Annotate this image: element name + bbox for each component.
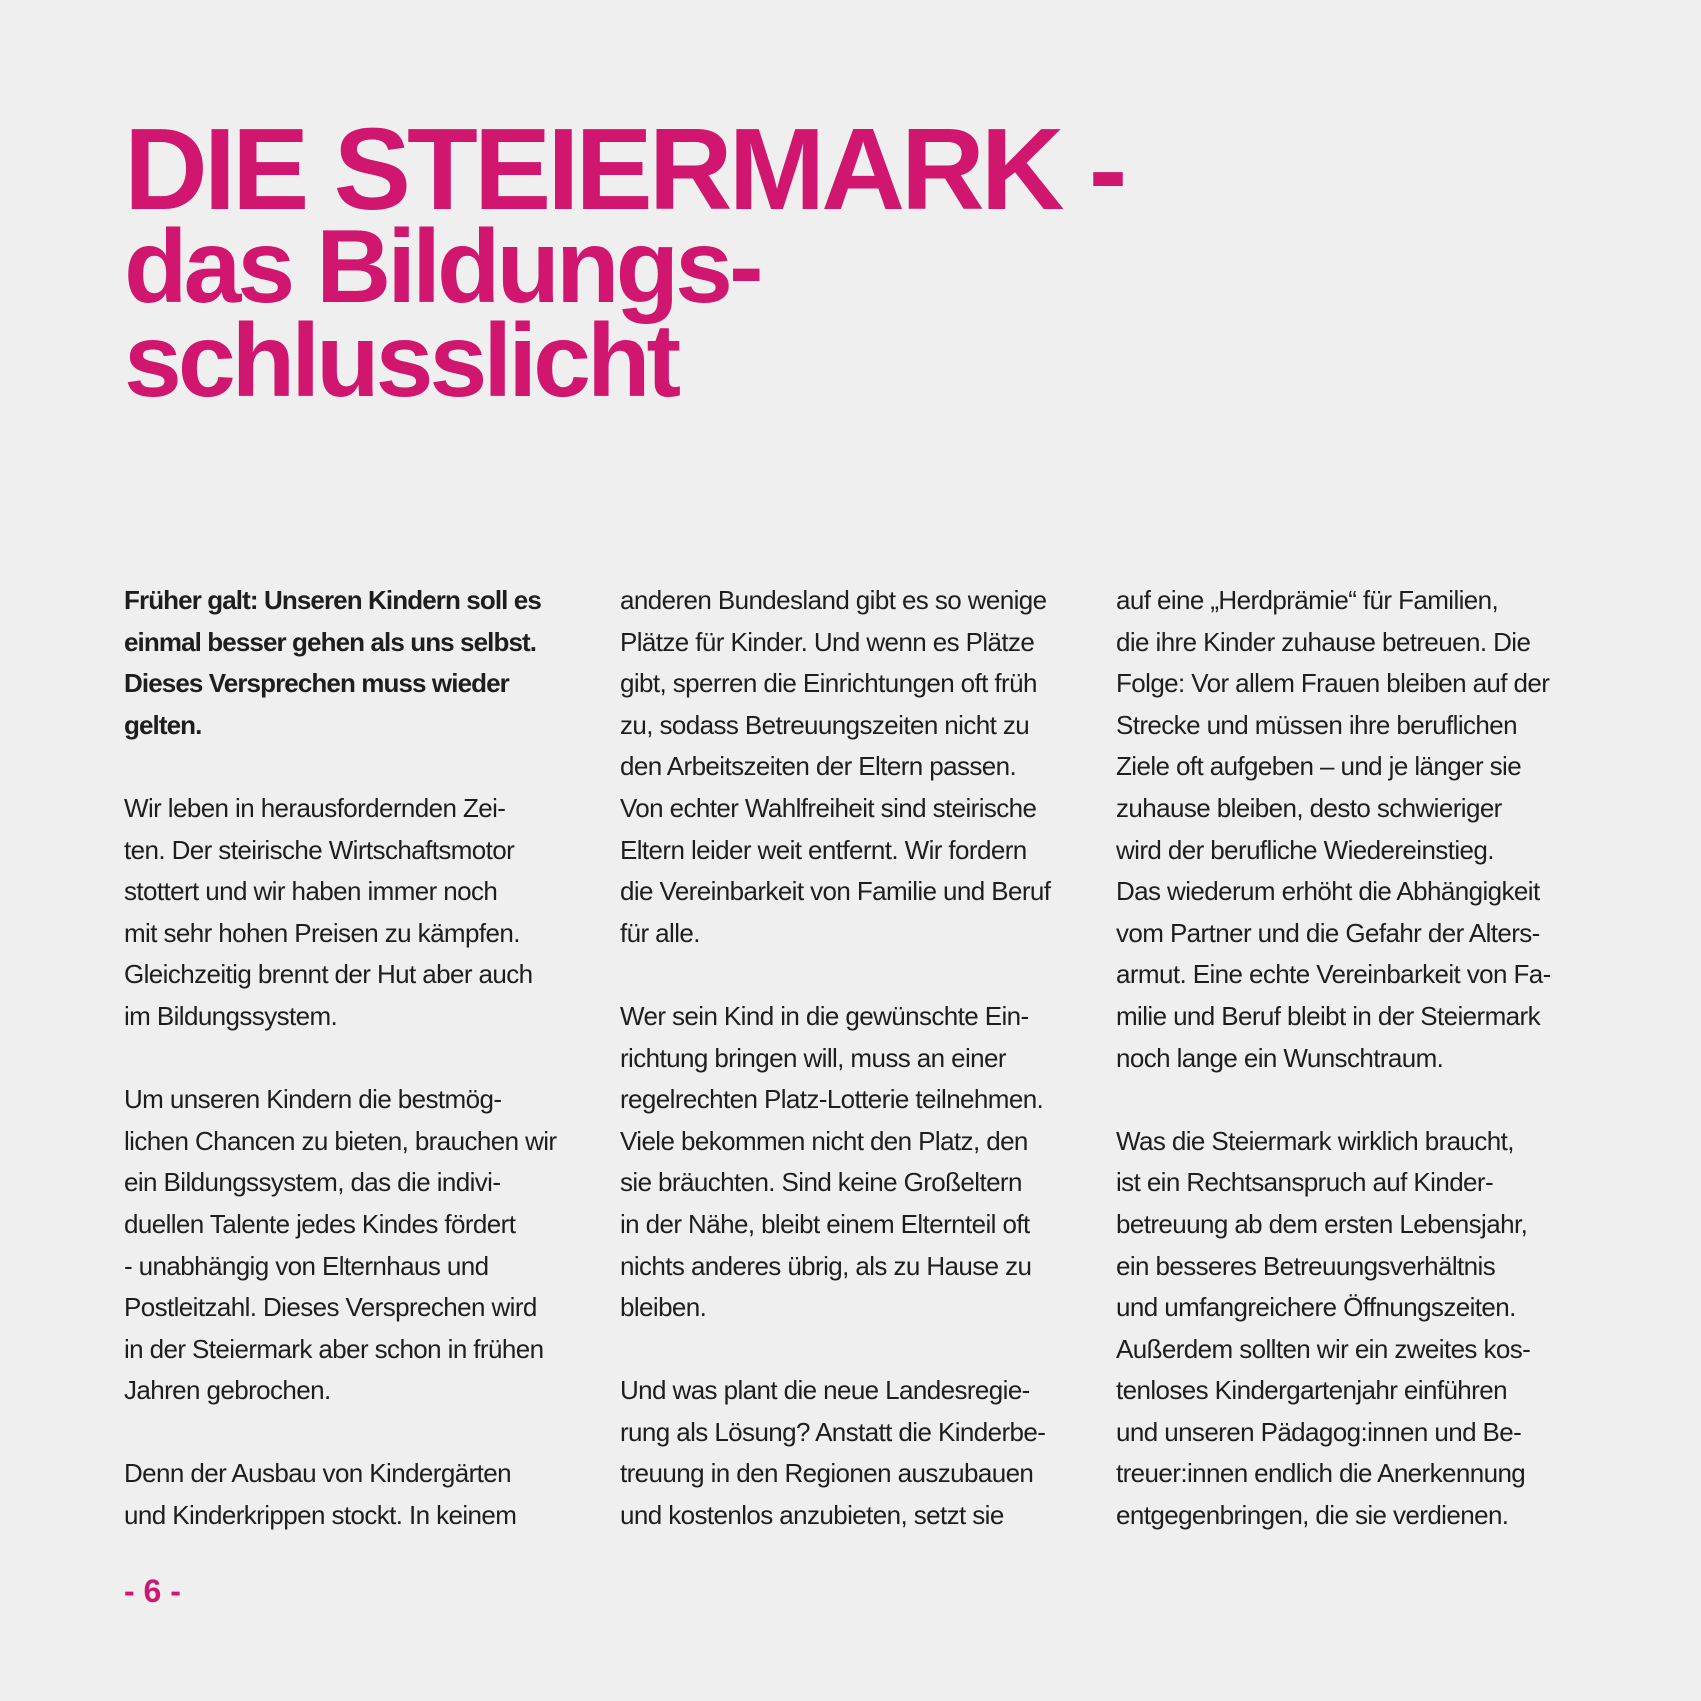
text-line: treuer:innen endlich die Anerkennung	[1116, 1458, 1526, 1489]
text-line: in der Nähe, bleibt einem Elternteil oft	[620, 1208, 1030, 1239]
text-line: einmal besser gehen als uns selbst.	[124, 626, 537, 657]
page-number: - 6 -	[124, 1573, 181, 1609]
text-line: zuhause bleiben, desto schwieriger	[1116, 792, 1502, 823]
body-paragraph	[124, 1079, 594, 1412]
article-body	[124, 580, 1584, 1540]
text-line: im Bildungssystem.	[124, 1000, 338, 1031]
text-line: lichen Chancen zu bieten, brauchen wir	[124, 1125, 557, 1156]
text-line: noch lange ein Wunschtraum.	[1116, 1042, 1444, 1073]
body-paragraph	[620, 1370, 1090, 1536]
text-line: die Vereinbarkeit von Familie und Beruf	[620, 876, 1051, 907]
text-line: Früher galt: Unseren Kindern soll es	[124, 585, 541, 615]
text-line: tenloses Kindergartenjahr einführen	[1116, 1375, 1507, 1406]
body-paragraph	[124, 788, 594, 1038]
text-line: Außerdem sollten wir ein zweites kos-	[1116, 1333, 1531, 1364]
text-column-3	[1116, 580, 1586, 1537]
text-line: ten. Der steirische Wirtschaftsmotor	[124, 834, 515, 865]
headline-line-3: schlusslicht	[124, 303, 678, 419]
text-line: ein Bildungssystem, das die indivi-	[124, 1167, 501, 1198]
text-line: duellen Talente jedes Kindes fördert	[124, 1208, 516, 1239]
text-line: gelten.	[124, 709, 202, 740]
text-line: vom Partner und die Gefahr der Alters-	[1116, 917, 1540, 948]
text-line: anderen Bundesland gibt es so wenige	[620, 585, 1047, 615]
text-column-1	[124, 580, 594, 1537]
text-line: gibt, sperren die Einrichtungen oft früh	[620, 668, 1037, 699]
text-line: und umfangreichere Öffnungszeiten.	[1116, 1292, 1516, 1323]
text-line: Ziele oft aufgeben – und je länger sie	[1116, 751, 1522, 782]
text-line: wird der berufliche Wiedereinstieg.	[1116, 834, 1494, 865]
text-line: ein besseres Betreuungsverhältnis	[1116, 1250, 1496, 1281]
text-line: richtung bringen will, muss an einer	[620, 1042, 1006, 1073]
text-column-2	[620, 580, 1090, 1537]
body-paragraph	[620, 580, 1090, 954]
text-line: mit sehr hohen Preisen zu kämpfen.	[124, 917, 520, 948]
text-line: Das wiederum erhöht die Abhängigkeit	[1116, 876, 1540, 907]
text-line: betreuung ab dem ersten Lebensjahr,	[1116, 1208, 1528, 1239]
text-line: Was die Steiermark wirklich braucht,	[1116, 1125, 1514, 1156]
body-paragraph	[620, 996, 1090, 1329]
body-paragraph	[1116, 580, 1586, 1079]
text-line: bleiben.	[620, 1292, 707, 1323]
text-line: nichts anderes übrig, als zu Hause zu	[620, 1250, 1032, 1281]
text-line: Postleitzahl. Dieses Versprechen wird	[124, 1292, 537, 1323]
text-line: milie und Beruf bleibt in der Steiermark	[1116, 1000, 1540, 1031]
text-line: stottert und wir haben immer noch	[124, 876, 498, 907]
text-line: Um unseren Kindern die bestmög-	[124, 1084, 502, 1115]
text-line: auf eine „Herdprämie“ für Familien,	[1116, 585, 1499, 615]
text-line: Von echter Wahlfreiheit sind steirische	[620, 792, 1037, 823]
text-line: Plätze für Kinder. Und wenn es Plätze	[620, 626, 1035, 657]
text-line: Denn der Ausbau von Kindergärten	[124, 1458, 511, 1489]
text-line: Wir leben in herausfordernden Zei-	[124, 792, 506, 823]
page-headline	[124, 104, 1124, 419]
body-paragraph	[124, 1453, 594, 1536]
text-line: rung als Lösung? Anstatt die Kinderbe-	[620, 1416, 1046, 1447]
text-line: entgegenbringen, die sie verdienen.	[1116, 1500, 1509, 1531]
text-line: für alle.	[620, 917, 700, 948]
text-line: in der Steiermark aber schon in frühen	[124, 1333, 544, 1364]
text-line: die ihre Kinder zuhause betreuen. Die	[1116, 626, 1531, 657]
body-paragraph	[1116, 1121, 1586, 1537]
headline-line-2: das Bildungs-	[124, 209, 760, 325]
text-line: Gleichzeitig brennt der Hut aber auch	[124, 959, 533, 990]
text-line: - unabhängig von Elternhaus und	[124, 1250, 489, 1281]
text-line: armut. Eine echte Vereinbarkeit von Fa-	[1116, 959, 1551, 990]
text-line: Viele bekommen nicht den Platz, den	[620, 1125, 1028, 1156]
text-line: Und was plant die neue Landesregie-	[620, 1375, 1030, 1406]
text-line: Folge: Vor allem Frauen bleiben auf der	[1116, 668, 1550, 699]
text-line: und kostenlos anzubieten, setzt sie	[620, 1500, 1004, 1531]
text-line: zu, sodass Betreuungszeiten nicht zu	[620, 709, 1030, 740]
text-line: Dieses Versprechen muss wieder	[124, 668, 509, 699]
text-line: und Kinderkrippen stockt. In keinem	[124, 1500, 517, 1531]
intro-paragraph	[124, 580, 594, 746]
text-line: Jahren gebrochen.	[124, 1375, 331, 1406]
text-line: Eltern leider weit entfernt. Wir fordern	[620, 834, 1027, 865]
headline-line-1: DIE STEIERMARK -	[124, 104, 1124, 234]
text-line: regelrechten Platz-Lotterie teilnehmen.	[620, 1084, 1044, 1115]
text-line: Wer sein Kind in die gewünschte Ein-	[620, 1000, 1029, 1031]
text-line: und unseren Pädagog:innen und Be-	[1116, 1416, 1522, 1447]
text-line: ist ein Rechtsanspruch auf Kinder-	[1116, 1167, 1494, 1198]
text-line: den Arbeitszeiten der Eltern passen.	[620, 751, 1017, 782]
text-line: Strecke und müssen ihre beruflichen	[1116, 709, 1518, 740]
text-line: sie bräuchten. Sind keine Großeltern	[620, 1167, 1022, 1198]
text-line: treuung in den Regionen auszubauen	[620, 1458, 1034, 1489]
